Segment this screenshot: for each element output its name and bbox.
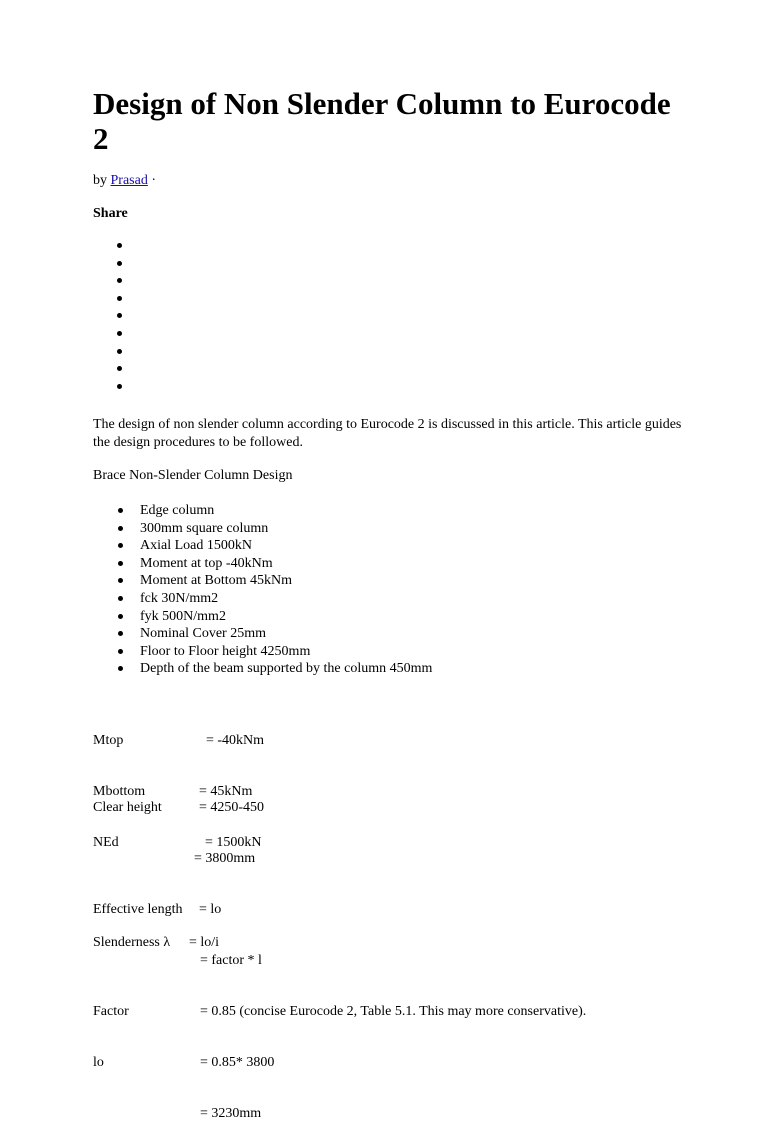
spec-item xyxy=(93,660,432,678)
page-title: Design of Non Slender Column to Eurocode 2 xyxy=(93,86,671,156)
bullet-icon xyxy=(118,543,123,548)
spec-text: Floor to Floor height 4250mm xyxy=(140,643,311,659)
spec-text: Depth of the beam supported by the column 450mm xyxy=(140,661,433,677)
spec-item xyxy=(93,502,432,520)
byline xyxy=(93,172,156,190)
share-item[interactable] xyxy=(93,346,133,364)
bullet-icon xyxy=(117,331,122,336)
slenderness-block xyxy=(93,900,393,968)
share-heading: Share xyxy=(93,206,128,221)
bullet-icon xyxy=(118,561,123,566)
spec-item xyxy=(93,537,432,555)
bullet-icon xyxy=(117,261,122,266)
section-heading: Brace Non-Slender Column Design xyxy=(93,468,293,483)
calc-label: Mtop xyxy=(93,733,124,748)
article xyxy=(0,0,768,156)
spec-item xyxy=(93,572,432,590)
byline-suffix: · xyxy=(147,173,156,188)
calc-label: lo xyxy=(93,1055,104,1070)
spec-item xyxy=(93,590,432,608)
bullet-icon xyxy=(117,243,122,248)
share-list xyxy=(93,240,133,398)
share-item[interactable] xyxy=(93,293,133,311)
spec-text: Moment at top -40kNm xyxy=(140,555,273,571)
share-item[interactable] xyxy=(93,328,133,346)
bullet-icon xyxy=(118,526,123,531)
calc-label: Slenderness λ xyxy=(93,935,171,950)
calc-label: Clear height xyxy=(93,800,162,815)
spec-text: fck 30N/mm2 xyxy=(140,590,219,606)
bullet-icon xyxy=(117,366,122,371)
bullet-icon xyxy=(117,384,122,389)
share-item[interactable] xyxy=(93,310,133,328)
calc-value: = 1500kN xyxy=(205,835,262,850)
bullet-icon xyxy=(118,508,123,513)
spec-text: 300mm square column xyxy=(140,520,269,536)
calc-label: Effective length xyxy=(93,902,183,917)
calc-value: = 4250-450 xyxy=(199,800,265,815)
calc-value: = factor * l xyxy=(200,953,262,968)
intro-paragraph: The design of non slender column according to Eurocode 2 is discussed in this article. This article guides the design procedures to be followed. xyxy=(93,417,682,450)
calc-value: = 0.85* 3800 xyxy=(200,1055,275,1070)
spec-text: Moment at Bottom 45kNm xyxy=(140,573,293,589)
bullet-icon xyxy=(117,296,122,301)
share-item[interactable] xyxy=(93,240,133,258)
share-item[interactable] xyxy=(93,363,133,381)
bullet-icon xyxy=(118,614,123,619)
bullet-icon xyxy=(118,666,123,671)
spec-text: Nominal Cover 25mm xyxy=(140,626,266,642)
spec-text: fyk 500N/mm2 xyxy=(140,608,226,624)
calc-value: = 3230mm xyxy=(200,1106,262,1121)
calc-value: = 3800mm xyxy=(194,851,256,866)
calc-value: = lo xyxy=(199,902,222,917)
calc-value: = 0.85 (concise Eurocode 2, Table 5.1. This may more conservative). xyxy=(200,1004,587,1019)
spec-text: Edge column xyxy=(140,503,215,518)
calc-label: Mbottom xyxy=(93,784,146,799)
share-item[interactable] xyxy=(93,275,133,293)
bullet-icon xyxy=(118,596,123,601)
share-item[interactable] xyxy=(93,258,133,276)
author-link[interactable]: Prasad xyxy=(110,173,148,188)
spec-item xyxy=(93,643,432,661)
calc-value: = lo/i xyxy=(189,935,220,950)
spec-item xyxy=(93,608,432,626)
spec-item xyxy=(93,555,432,573)
bullet-icon xyxy=(117,278,122,283)
bullet-icon xyxy=(118,631,123,636)
bullet-icon xyxy=(117,313,122,318)
calc-label: NEd xyxy=(93,835,119,850)
byline-prefix: by xyxy=(93,173,111,188)
spec-item xyxy=(93,520,432,538)
calc-value: = -40kNm xyxy=(206,733,265,748)
share-item[interactable] xyxy=(93,381,133,399)
bullet-icon xyxy=(117,349,122,354)
bullet-icon xyxy=(118,649,123,654)
spec-list xyxy=(93,502,432,678)
calc-value: = 45kNm xyxy=(199,784,253,799)
bullet-icon xyxy=(118,578,123,583)
spec-item xyxy=(93,625,432,643)
spec-text: Axial Load 1500kN xyxy=(140,538,252,554)
calc-label: Factor xyxy=(93,1004,129,1019)
